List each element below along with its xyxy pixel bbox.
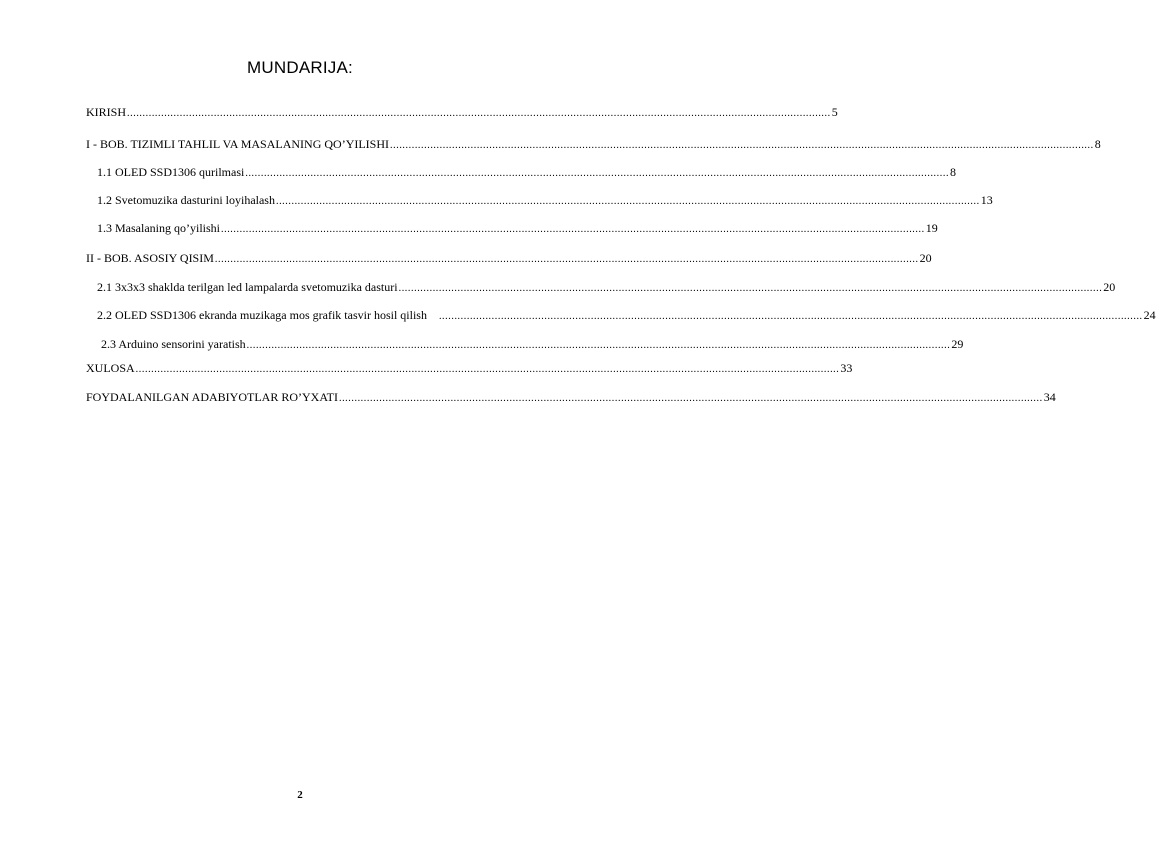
toc-entry-section-1-3 — [97, 221, 938, 237]
toc-entry-page: 24 — [1143, 308, 1156, 322]
toc-dot-leader: ................................................................................................................................................................................................................................... — [438, 311, 1143, 322]
page-number: 2 — [297, 789, 303, 801]
toc-dot-leader: ................................................................................................................................................................................................................................... — [245, 168, 950, 179]
toc-entry-references — [86, 390, 1056, 406]
toc-entry-chapter-2 — [86, 251, 932, 267]
toc-entry-page: 20 — [1103, 280, 1116, 294]
toc-entry-label: 1.3 Masalaning qo’yilishi — [97, 221, 220, 235]
toc-entry-label: 2.3 Arduino sensorini yaratish — [101, 337, 246, 351]
toc-entry-label: KIRISH — [86, 105, 127, 119]
toc-entry-page: 19 — [925, 221, 938, 235]
toc-dot-leader: ................................................................................................................................................................................................................................... — [135, 364, 840, 375]
toc-dot-leader: ................................................................................................................................................................................................................................... — [246, 340, 951, 351]
toc-entry-page: 20 — [919, 251, 932, 265]
toc-entry-label: 2.1 3x3x3 shaklda terilgan led lampalarda svetomuzika dasturi — [97, 280, 398, 294]
toc-entry-kirish — [86, 105, 838, 121]
toc-entry-page: 5 — [831, 105, 838, 119]
toc-entry-page: 8 — [950, 165, 957, 179]
toc-entry-page: 33 — [840, 361, 853, 375]
toc-entry-label: 2.2 OLED SSD1306 ekranda muzikaga mos grafik tasvir hosil qilish — [97, 308, 427, 322]
toc-entry-xulosa — [86, 361, 853, 377]
toc-entry-section-2-3 — [101, 337, 964, 353]
toc-entry-label: II - BOB. ASOSIY QISIM — [86, 251, 214, 265]
toc-dot-leader: ................................................................................................................................................................................................................................... — [398, 283, 1103, 294]
toc-entry-chapter-1 — [86, 137, 1101, 153]
toc-entry-page: 13 — [980, 193, 993, 207]
toc-entry-section-1-2 — [97, 193, 993, 209]
toc-dot-leader: ................................................................................................................................................................................................................................... — [338, 393, 1043, 404]
toc-entry-section-1-1 — [97, 165, 957, 181]
toc-entry-label: XULOSA — [86, 361, 135, 375]
toc-dot-leader: ................................................................................................................................................................................................................................... — [275, 196, 980, 207]
toc-dot-leader: ................................................................................................................................................................................................................................... — [127, 108, 831, 119]
toc-title: MUNDARIJA: — [247, 58, 353, 77]
toc-dot-leader: ................................................................................................................................................................................................................................... — [221, 224, 925, 235]
toc-dot-leader: ................................................................................................................................................................................................................................... — [390, 140, 1094, 151]
toc-entry-page: 8 — [1094, 137, 1101, 151]
toc-entry-label: 1.2 Svetomuzika dasturini loyihalash — [97, 193, 275, 207]
toc-entry-page: 29 — [951, 337, 964, 351]
toc-entry-section-2-1 — [97, 280, 1116, 296]
toc-entry-label: FOYDALANILGAN ADABIYOTLAR RO’YXATI — [86, 390, 338, 404]
toc-entry-section-2-2 — [97, 308, 1156, 324]
toc-entry-label: 1.1 OLED SSD1306 qurilmasi — [97, 165, 245, 179]
toc-entry-page: 34 — [1043, 390, 1056, 404]
toc-entry-label: I - BOB. TIZIMLI TAHLIL VA MASALANING QO’YILISHI — [86, 137, 390, 151]
toc-dot-leader: ................................................................................................................................................................................................................................... — [214, 254, 919, 265]
